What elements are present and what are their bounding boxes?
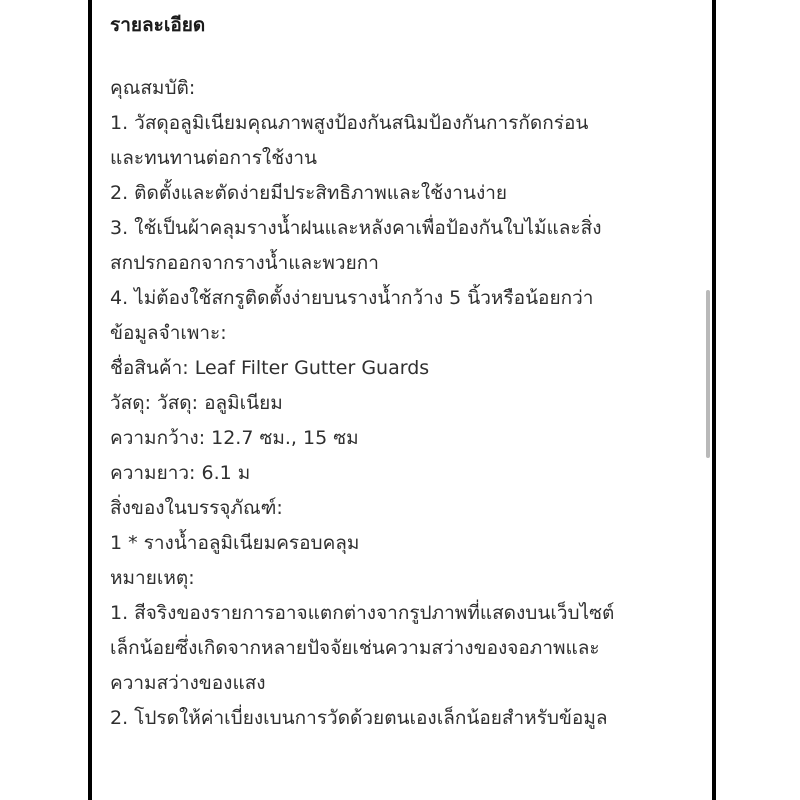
- description-line: ความกว้าง: 12.7 ซม., 15 ซม: [110, 427, 359, 449]
- description-line: 4. ไม่ต้องใช้สกรูติดตั้งง่ายบนรางน้ำกว้าง 5 นิ้วหรือน้อยกว่า: [110, 287, 594, 309]
- description-line: วัสดุ: วัสดุ: อลูมิเนียม: [110, 392, 283, 414]
- scroll-indicator[interactable]: [706, 290, 710, 458]
- description-line: 2. ติดตั้งและตัดง่ายมีประสิทธิภาพและใช้งานง่าย: [110, 182, 508, 204]
- description-line: หมายเหตุ:: [110, 567, 195, 589]
- description-line: ความยาว: 6.1 ม: [110, 462, 251, 484]
- description-line: 1. วัสดุอลูมิเนียมคุณภาพสูงป้องกันสนิมป้องกันการกัดกร่อน: [110, 112, 589, 134]
- right-frame-bar: [712, 0, 716, 800]
- description-line: ข้อมูลจำเพาะ:: [110, 322, 227, 344]
- description-line: และทนทานต่อการใช้งาน: [110, 147, 318, 169]
- description-line: 1 * รางน้ำอลูมิเนียมครอบคลุม: [110, 532, 360, 554]
- description-line: สกปรกออกจากรางน้ำและพวยกา: [110, 252, 379, 274]
- description-line: 1. สีจริงของรายการอาจแตกต่างจากรูปภาพที่แสดงบนเว็บไซต์: [110, 602, 615, 624]
- product-detail-panel[interactable]: [92, 0, 712, 800]
- description-line: เล็กน้อยซึ่งเกิดจากหลายปัจจัยเช่นความสว่างของจอภาพและ: [110, 637, 600, 659]
- description-line: ความสว่างของแสง: [110, 672, 266, 694]
- description-line: คุณสมบัติ:: [110, 77, 196, 99]
- description-line: ชื่อสินค้า: Leaf Filter Gutter Guards: [110, 357, 430, 379]
- section-title: รายละเอียด: [110, 14, 206, 36]
- description-line: 3. ใช้เป็นผ้าคลุมรางน้ำฝนและหลังคาเพื่อป้องกันใบไม้และสิ่ง: [110, 217, 602, 239]
- description-line: สิ่งของในบรรจุภัณฑ์:: [110, 497, 283, 519]
- description-line: 2. โปรดให้ค่าเบี่ยงเบนการวัดด้วยตนเองเล็กน้อยสำหรับข้อมูล: [110, 707, 608, 729]
- description-lines: [110, 71, 710, 736]
